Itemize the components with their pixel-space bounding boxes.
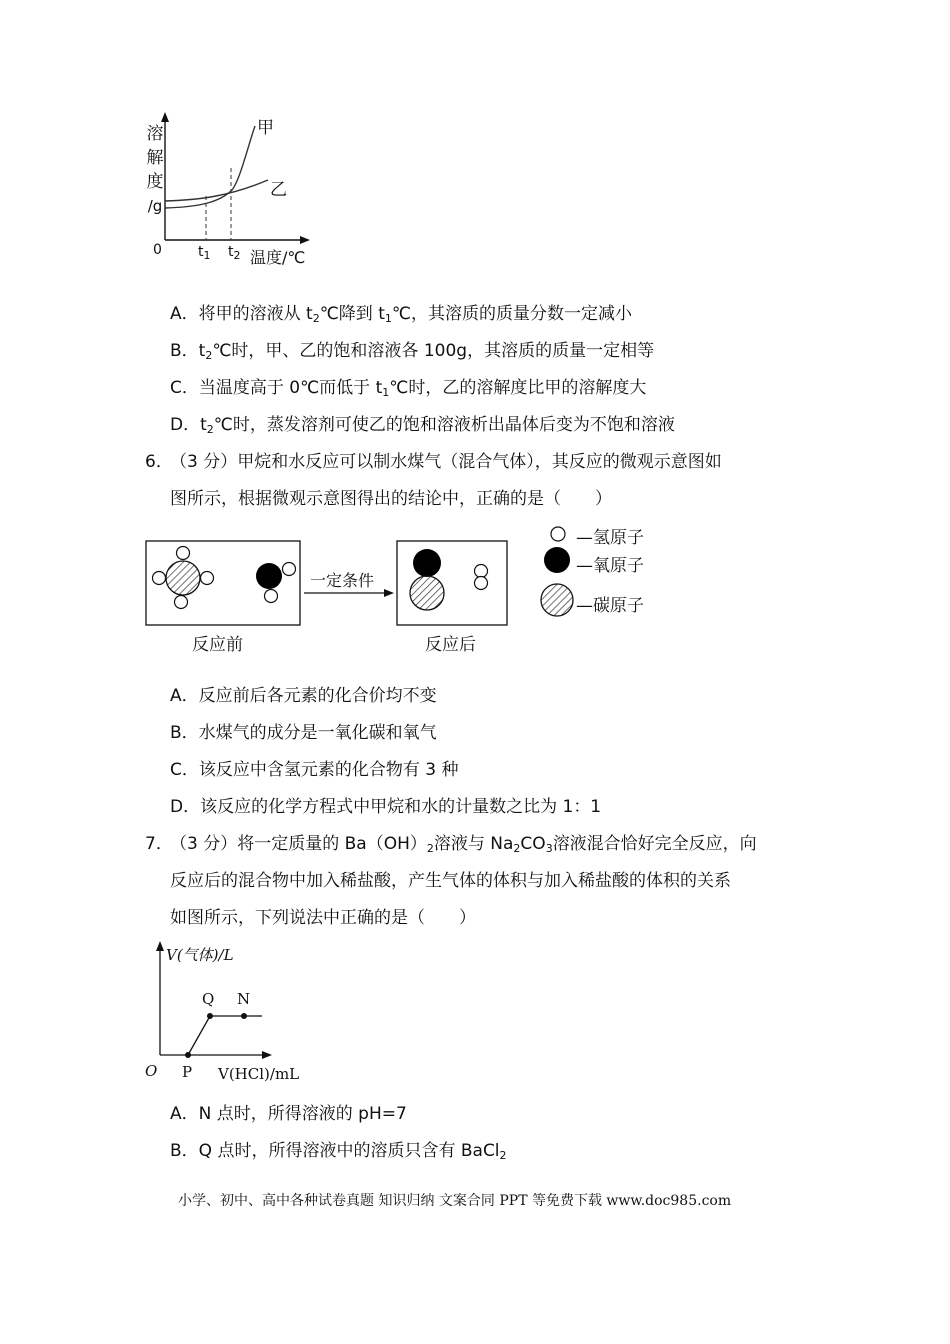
solubility-t1: $t_1$ bbox=[198, 244, 211, 262]
curve-yi-label: 乙 bbox=[270, 180, 287, 200]
curve-jia bbox=[165, 126, 255, 208]
q5-option-d[interactable]: D．$t_2℃$时，蒸发溶剂可使乙的饱和溶液析出晶体后变为不饱和溶液 bbox=[170, 415, 675, 436]
q5-option-c[interactable]: C．当温度高于 0℃而低于 $t_1℃$时，乙的溶解度比甲的溶解度大 bbox=[170, 378, 647, 399]
condition-label: 一定条件 bbox=[310, 571, 375, 590]
q7-stem-line1: （3 分）将一定质量的 $Ba(OH)_2$溶液与 $Na_2CO_3$溶液混合恰好完全反应，向 bbox=[170, 834, 757, 855]
solubility-t2: $t_2$ bbox=[228, 244, 241, 262]
graph-point-p: P bbox=[182, 1063, 193, 1081]
q6-option-a[interactable]: A．反应前后各元素的化合价均不变 bbox=[170, 686, 437, 706]
q7-option-b[interactable]: B．Q 点时，所得溶液中的溶质只含有 BaCl$_2$ bbox=[170, 1141, 507, 1162]
q7-number: 7． bbox=[145, 834, 173, 854]
graph-line-pq bbox=[188, 1016, 210, 1055]
q7-stem-line3: 如图所示，下列说法中正确的是（ ） bbox=[170, 908, 476, 928]
before-label: 反应前 bbox=[192, 635, 243, 655]
page-footer: 小学、初中、高中各种试卷真题 知识归纳 文案合同 PPT 等免费下载 www.doc985.com bbox=[178, 1193, 732, 1209]
q5-option-a[interactable]: A．将甲的溶液从 $t_2℃$降到 $t_1℃$，其溶质的质量分数一定减小 bbox=[170, 304, 632, 325]
legend-hydrogen bbox=[551, 527, 565, 541]
after-label: 反应后 bbox=[425, 635, 476, 655]
solubility-xlabel: 温度/℃ bbox=[250, 248, 306, 267]
graph-point-n: N bbox=[237, 990, 251, 1008]
graph-xlabel: V(HCl)/mL bbox=[218, 1065, 300, 1083]
solubility-origin: 0 bbox=[153, 242, 162, 258]
q6-stem-line2: 图所示，根据微观示意图得出的结论中，正确的是（ ） bbox=[170, 489, 612, 509]
curve-yi bbox=[165, 180, 268, 201]
oxygen-atom bbox=[413, 549, 441, 577]
graph-ylabel: V(气体)/L bbox=[166, 946, 234, 964]
curve-jia-label: 甲 bbox=[257, 118, 274, 138]
q6-option-b[interactable]: B．水煤气的成分是一氧化碳和氧气 bbox=[170, 723, 437, 743]
point-q-dot bbox=[207, 1013, 213, 1019]
q6-stem-line1: （3 分）甲烷和水反应可以制水煤气（混合气体），其反应的微观示意图如 bbox=[170, 452, 722, 472]
legend-carbon-label: —碳原子 bbox=[576, 596, 644, 616]
carbon-atom bbox=[410, 576, 444, 610]
graph-origin: O bbox=[145, 1062, 158, 1080]
oxygen-atom bbox=[256, 563, 282, 589]
point-n-dot bbox=[241, 1013, 247, 1019]
point-p-dot bbox=[185, 1052, 191, 1058]
q6-number: 6． bbox=[145, 452, 173, 472]
solubility-ylabel: 溶 解 度 /g bbox=[146, 124, 164, 215]
q6-option-d[interactable]: D．该反应的化学方程式中甲烷和水的计量数之比为 1：1 bbox=[170, 797, 602, 817]
graph-point-q: Q bbox=[202, 990, 215, 1008]
legend-oxygen bbox=[544, 547, 570, 573]
q6-option-c[interactable]: C．该反应中含氢元素的化合物有 3 种 bbox=[170, 760, 459, 780]
legend-hydrogen-label: —氢原子 bbox=[576, 528, 644, 548]
q7-option-a[interactable]: A．N 点时，所得溶液的 pH=7 bbox=[170, 1104, 407, 1124]
legend-oxygen-label: —氧原子 bbox=[576, 556, 644, 576]
carbon-atom bbox=[166, 561, 200, 595]
legend-carbon bbox=[541, 584, 573, 616]
q7-stem-line2: 反应后的混合物中加入稀盐酸，产生气体的体积与加入稀盐酸的体积的关系 bbox=[170, 871, 731, 891]
q5-option-b[interactable]: B．$t_2℃$时，甲、乙的饱和溶液各 100g，其溶质的质量一定相等 bbox=[170, 341, 655, 362]
